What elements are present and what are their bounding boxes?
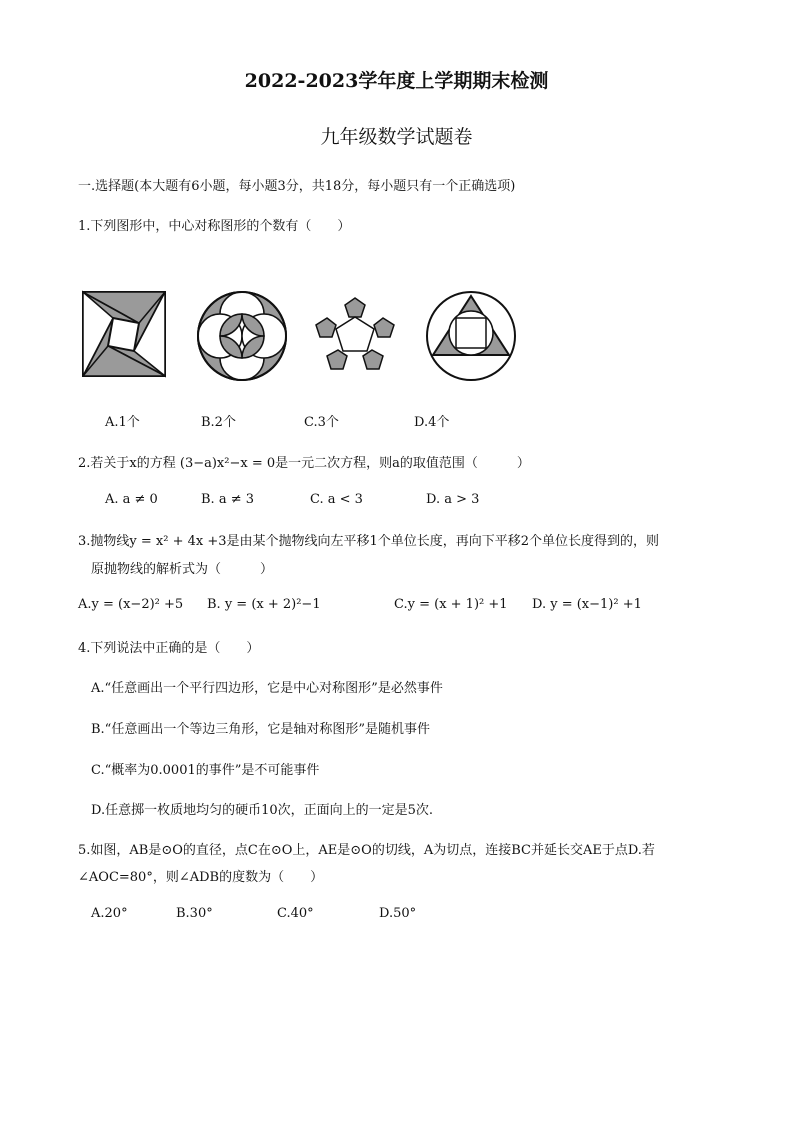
q4-option-a[interactable]: A.“任意画出一个平行四边形，它是中心对称图形”是必然事件 — [91, 681, 443, 696]
question-5-stem-line2: ∠AOC=80°，则∠ADB的度数为（ ） — [78, 870, 324, 885]
q4-option-c[interactable]: C.“概率为0.0001的事件”是不可能事件 — [91, 763, 320, 778]
page-title: 2022-2023学年度上学期期末检测 — [244, 70, 549, 92]
q2-option-d[interactable]: D. a > 3 — [426, 492, 480, 507]
figure-circle-triangle-square — [425, 290, 517, 382]
q3-option-c[interactable]: C.y = (x + 1)² +1 — [394, 597, 508, 612]
figure-pinwheel-square — [82, 290, 166, 380]
q5-option-c[interactable]: C.40° — [277, 906, 314, 921]
section-heading: 一.选择题(本大题有6小题，每小题3分，共18分，每小题只有一个正确选项) — [78, 179, 516, 194]
q1-option-b[interactable]: B.2个 — [201, 415, 236, 430]
question-3-stem-line2: 原抛物线的解析式为（ ） — [91, 562, 274, 577]
q5-option-a[interactable]: A.20° — [91, 906, 128, 921]
q5-option-d[interactable]: D.50° — [379, 906, 417, 921]
q3-option-d[interactable]: D. y = (x−1)² +1 — [532, 597, 642, 612]
q1-option-d[interactable]: D.4个 — [414, 415, 450, 430]
q3-option-a[interactable]: A.y = (x−2)² +5 — [78, 597, 184, 612]
q5-option-b[interactable]: B.30° — [176, 906, 213, 921]
q2-option-a[interactable]: A. a ≠ 0 — [105, 492, 158, 507]
question-3-stem-line1: 3.抛物线y = x² + 4x +3是由某个抛物线向左平移1个单位长度，再向下平移2个单位长度得到的，则 — [78, 534, 660, 549]
q2-option-b[interactable]: B. a ≠ 3 — [201, 492, 254, 507]
figure-pentagon-ring — [314, 296, 396, 374]
question-4-stem: 4.下列说法中正确的是（ ） — [78, 641, 260, 656]
q4-option-d[interactable]: D.任意掷一枚质地均匀的硬币10次，正面向上的一定是5次. — [91, 803, 434, 818]
question-1-stem: 1.下列图形中，中心对称图形的个数有（ ） — [78, 219, 351, 234]
q2-option-c[interactable]: C. a < 3 — [310, 492, 363, 507]
figure-four-petal-circle — [196, 290, 288, 382]
page-subtitle: 九年级数学试题卷 — [320, 126, 473, 148]
q1-option-c[interactable]: C.3个 — [304, 415, 339, 430]
question-2-stem: 2.若关于x的方程 (3−a)x²−x = 0是一元二次方程，则a的取值范围（ ） — [78, 456, 530, 471]
q4-option-b[interactable]: B.“任意画出一个等边三角形，它是轴对称图形”是随机事件 — [91, 722, 430, 737]
q1-option-a[interactable]: A.1个 — [105, 415, 140, 430]
q3-option-b[interactable]: B. y = (x + 2)²−1 — [207, 597, 321, 612]
question-5-stem-line1: 5.如图，AB是⊙O的直径，点C在⊙O上，AE是⊙O的切线，A为切点，连接BC并延长交AE于点D.若 — [78, 843, 655, 858]
